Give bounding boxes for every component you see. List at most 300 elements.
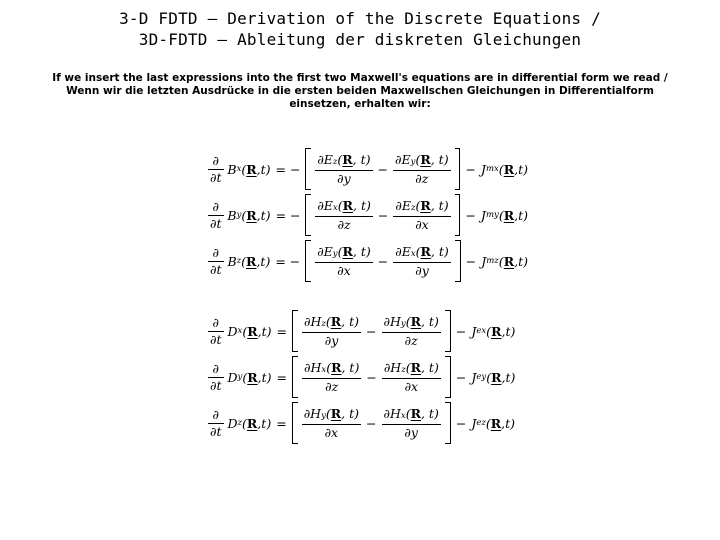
field-subscript: x [332,202,338,213]
curl-term-1 [315,152,372,187]
field-symbol: E [323,151,333,167]
paren-open: ( [405,313,411,329]
position-vector-r: R [420,151,431,167]
field-subscript: ez [476,418,486,428]
left-bracket [305,194,311,236]
time-variable: t [360,151,366,167]
comma: , [420,405,429,421]
comma: , [430,243,439,259]
left-bracket [305,148,311,190]
time-variable: t [438,243,444,259]
time-variable: t [349,313,355,329]
curl-term-2 [382,360,441,395]
denominator-derivative: ∂t [210,331,222,347]
minus-operator: − [366,369,377,385]
paren-close: ) [354,313,360,329]
fraction-denominator [302,379,361,395]
equation-b-y [208,192,528,238]
fraction-denominator [302,425,361,441]
paren-open: ( [337,151,343,167]
time-variable: t [360,243,366,259]
fraction-denominator [393,171,451,187]
paren-close: ) [510,369,516,385]
fraction-denominator [208,216,224,232]
denominator-derivative: ∂y [324,332,339,348]
field-subscript: my [485,210,499,220]
paren-close: ) [365,151,371,167]
paren-close: ) [265,207,271,223]
partial-symbol: ∂ [317,197,324,213]
fraction-denominator [315,217,373,233]
position-vector-r: R [247,369,258,385]
denominator-derivative: ∂t [210,169,222,185]
field-symbol: J [471,323,477,339]
curl-term-2 [393,198,450,233]
minus-operator: − [455,415,467,431]
denominator-derivative: ∂x [415,216,429,232]
time-variable: t [505,415,511,431]
partial-symbol: ∂ [212,152,219,168]
fraction-numerator [208,245,224,262]
paren-close: ) [523,253,528,269]
paren-open: ( [405,359,411,375]
right-bracket [445,402,451,444]
comma: , [256,253,261,269]
paren-close: ) [510,415,516,431]
comma: , [514,253,519,269]
partial-symbol: ∂ [395,197,402,213]
field-subscript: mx [485,164,499,174]
paren-close: ) [523,207,528,223]
fraction-denominator [382,379,441,395]
equals-operator: = [276,415,287,431]
fraction-numerator [315,152,372,171]
position-vector-r: R [503,207,515,223]
right-bracket [455,148,461,190]
equation-row [208,192,528,238]
time-variable: t [260,207,266,223]
position-vector-r: R [420,243,431,259]
partial-symbol: ∂ [317,151,324,167]
time-derivative [208,245,224,278]
comma: , [257,415,262,431]
comma: , [341,405,350,421]
time-variable: t [518,253,524,269]
minus-operator: − [366,415,377,431]
minus-operator: − [377,253,389,269]
position-vector-r: R [331,359,342,375]
denominator-derivative: ∂t [210,215,222,231]
field-symbol: D [227,369,238,385]
fraction-denominator [208,424,224,440]
paren-close: ) [443,243,449,259]
time-variable: t [428,313,434,329]
paren-open: ( [485,415,491,431]
time-variable: t [261,415,267,431]
equation-b-z [208,238,528,284]
position-vector-r: R [490,415,502,431]
curl-term-1 [315,244,373,279]
equation-row [208,400,528,446]
paren-open: ( [241,253,247,269]
denominator-derivative: ∂x [324,424,339,440]
equals-operator: = [276,323,287,339]
paren-open: ( [498,161,504,177]
partial-symbol: ∂ [317,243,324,259]
comma: , [257,323,262,339]
fraction-numerator [382,360,441,379]
field-subscript: y [321,410,326,421]
fraction-denominator [382,333,441,349]
minus-operator: − [465,207,476,223]
denominator-derivative: ∂t [210,377,222,393]
fraction-numerator [208,315,224,332]
paren-close: ) [433,359,439,375]
field-symbol: J [481,253,487,269]
denominator-derivative: ∂y [404,424,418,440]
paren-open: ( [242,415,247,431]
partial-symbol: ∂ [395,243,402,259]
equation-row [208,146,528,192]
paren-close: ) [443,197,449,213]
comma: , [256,207,261,223]
field-symbol: J [471,415,477,431]
fraction-numerator [393,244,451,263]
comma: , [341,359,350,375]
partial-symbol: ∂ [304,359,311,375]
time-derivative [208,361,224,394]
time-variable: t [505,323,511,339]
curl-term-1 [302,360,361,395]
denominator-derivative: ∂x [404,378,419,394]
denominator-derivative: ∂z [415,170,429,186]
paren-open: ( [486,369,492,385]
partial-symbol: ∂ [212,198,219,214]
time-variable: t [349,405,355,421]
position-vector-r: R [330,405,342,421]
paren-open: ( [405,405,411,421]
paren-open: ( [498,253,504,269]
position-vector-r: R [330,313,342,329]
paren-close: ) [365,197,371,213]
comma: , [352,151,361,167]
field-symbol: H [310,313,322,329]
fraction-denominator [382,425,441,441]
comma: , [501,323,506,339]
paren-open: ( [325,313,331,329]
equation-b-x [208,146,528,192]
equation-row [208,354,528,400]
time-derivative [208,315,224,348]
time-derivative [208,407,224,440]
paren-close: ) [443,151,449,167]
fraction-numerator [302,406,361,425]
fraction-numerator [393,152,451,171]
paren-close: ) [523,161,528,177]
curl-term-2 [382,314,441,349]
field-symbol: J [480,161,486,177]
position-vector-r: R [420,197,431,213]
fraction-denominator [208,262,224,278]
fraction-numerator [393,198,450,217]
time-variable: t [505,369,511,385]
time-derivative [208,199,224,232]
time-variable: t [428,359,434,375]
equals-operator: = − [275,253,301,269]
partial-symbol: ∂ [212,314,219,330]
comma: , [341,313,350,329]
minus-operator: − [455,369,467,385]
time-variable: t [438,197,444,213]
paren-open: ( [325,405,331,421]
field-subscript: x [321,364,327,375]
field-subscript: z [236,256,242,266]
comma: , [353,197,361,213]
right-bracket [445,356,451,398]
fraction-numerator [382,406,441,425]
field-symbol: H [310,359,322,375]
paren-open: ( [241,161,247,177]
comma: , [501,415,506,431]
equation-row [208,308,528,354]
minus-operator: − [465,253,477,269]
field-subscript: z [410,202,416,213]
denominator-derivative: ∂z [404,332,418,348]
equation-d-x [208,308,528,354]
denominator-derivative: ∂z [325,378,339,394]
field-subscript: z [332,156,338,167]
fraction-numerator [208,199,224,216]
left-bracket [305,240,311,282]
comma: , [501,369,506,385]
field-symbol: H [389,405,401,421]
partial-symbol: ∂ [383,405,390,421]
position-vector-r: R [410,313,421,329]
paren-close: ) [354,359,360,375]
field-symbol: J [480,207,486,223]
time-variable: t [349,359,355,375]
denominator-derivative: ∂t [210,261,222,277]
time-variable: t [518,207,524,223]
field-subscript: y [400,318,406,329]
field-subscript: z [321,318,326,329]
fraction-numerator [302,360,361,379]
curl-term-2 [393,244,451,279]
fraction-denominator [315,263,373,279]
partial-symbol: ∂ [303,405,311,421]
minus-operator: − [377,161,389,177]
fraction-numerator [208,361,224,378]
field-symbol: H [389,313,401,329]
paren-open: ( [242,369,248,385]
minus-operator: − [366,323,377,339]
field-subscript: x [236,164,242,174]
curl-term-2 [382,406,441,441]
comma: , [420,359,429,375]
field-subscript: z [237,418,243,428]
fraction-denominator [393,217,450,233]
field-symbol: D [227,415,238,431]
left-bracket [292,402,298,444]
time-variable: t [360,197,366,213]
paren-close: ) [265,253,271,269]
field-subscript: x [410,248,416,259]
denominator-derivative: ∂y [415,262,429,278]
fraction-denominator [208,332,224,348]
paren-open: ( [242,323,248,339]
partial-symbol: ∂ [383,359,391,375]
position-vector-r: R [247,323,258,339]
field-symbol: E [401,243,411,259]
time-variable: t [261,369,267,385]
comma: , [514,161,519,177]
left-bracket [292,310,298,352]
field-symbol: B [227,161,237,177]
field-symbol: H [310,405,322,421]
paren-open: ( [415,197,421,213]
time-derivative [208,153,224,186]
equation-d-z [208,400,528,446]
paren-close: ) [266,323,272,339]
denominator-derivative: ∂t [210,423,222,439]
equation-d-y [208,354,528,400]
fraction-numerator [208,153,224,170]
position-vector-r: R [503,253,515,269]
paren-open: ( [326,359,332,375]
comma: , [256,161,261,177]
paren-close: ) [266,369,272,385]
minus-operator: − [465,161,476,177]
field-symbol: E [401,151,411,167]
fraction-denominator [302,333,361,349]
time-variable: t [428,405,434,421]
partial-symbol: ∂ [212,406,219,422]
position-vector-r: R [410,405,421,421]
field-symbol: J [471,369,477,385]
time-variable: t [438,151,444,167]
paren-open: ( [337,197,343,213]
field-symbol: D [227,323,238,339]
fraction-denominator [208,378,224,394]
position-vector-r: R [342,243,353,259]
position-vector-r: R [246,253,257,269]
paren-open: ( [498,207,504,223]
left-bracket [292,356,298,398]
time-variable: t [260,253,266,269]
minus-operator: − [377,207,389,223]
partial-symbol: ∂ [383,313,390,329]
curl-term-2 [393,152,451,187]
denominator-derivative: ∂y [337,170,351,186]
field-subscript: x [400,410,406,421]
comma: , [352,243,361,259]
position-vector-r: R [246,415,258,431]
fraction-denominator [393,263,451,279]
field-subscript: y [410,156,416,167]
field-subscript: y [236,210,242,220]
slide-title [0,8,720,50]
curl-term-1 [315,198,373,233]
position-vector-r: R [491,369,502,385]
paren-close: ) [354,405,360,421]
field-subscript: y [332,248,338,259]
position-vector-r: R [410,359,421,375]
position-vector-r: R [342,151,353,167]
denominator-derivative: ∂z [337,216,351,232]
paren-close: ) [266,415,272,431]
curl-term-1 [302,314,361,349]
fraction-numerator [315,198,373,217]
partial-symbol: ∂ [304,313,311,329]
paren-open: ( [486,323,492,339]
equals-operator: = [276,369,288,385]
equals-operator: = − [275,207,301,223]
field-symbol: E [401,197,411,213]
equals-operator: = − [275,161,301,177]
field-subscript: ex [476,326,487,336]
fraction-numerator [315,244,373,263]
position-vector-r: R [342,197,353,213]
position-vector-r: R [246,207,257,223]
fraction-numerator [302,314,361,333]
comma: , [430,151,439,167]
right-bracket [445,310,451,352]
right-bracket [455,194,461,236]
field-symbol: B [227,253,237,269]
paren-open: ( [415,243,421,259]
partial-symbol: ∂ [212,360,219,376]
fraction-numerator [208,407,224,424]
position-vector-r: R [503,161,515,177]
comma: , [420,313,429,329]
intro-text: If we insert the last expressions into the first two Maxwell's equations are in differential form we read / Wenn wir die letzten Ausdrücke in die ersten beiden Maxwellschen Gleichungen in Differentialform einsetzen, erhalten wir: [52,72,668,110]
denominator-derivative: ∂x [337,262,351,278]
field-symbol: H [390,359,402,375]
fraction-denominator [315,171,372,187]
comma: , [257,369,262,385]
paren-close: ) [265,161,271,177]
curl-term-1 [302,406,361,441]
comma: , [430,197,439,213]
paren-close: ) [433,405,439,421]
field-subscript: y [237,372,243,382]
paren-close: ) [365,243,371,259]
field-symbol: E [323,243,333,259]
position-vector-r: R [246,161,257,177]
fraction-numerator [382,314,441,333]
field-symbol: E [323,197,333,213]
time-variable: t [518,161,524,177]
time-variable: t [260,161,266,177]
paren-close: ) [510,323,516,339]
paren-open: ( [415,151,421,167]
title-line-english: 3-D FDTD – Derivation of the Discrete Equations / [119,9,601,28]
field-subscript: z [401,364,406,375]
partial-symbol: ∂ [212,244,219,260]
minus-operator: − [455,323,467,339]
partial-symbol: ∂ [395,151,402,167]
time-variable: t [261,323,267,339]
field-subscript: ey [476,372,487,382]
right-bracket [455,240,461,282]
field-subscript: x [237,326,243,336]
paren-open: ( [337,243,343,259]
fraction-denominator [208,170,224,186]
paren-open: ( [241,207,247,223]
field-subscript: mz [486,256,499,266]
paren-close: ) [433,313,439,329]
equation-row [208,238,528,284]
